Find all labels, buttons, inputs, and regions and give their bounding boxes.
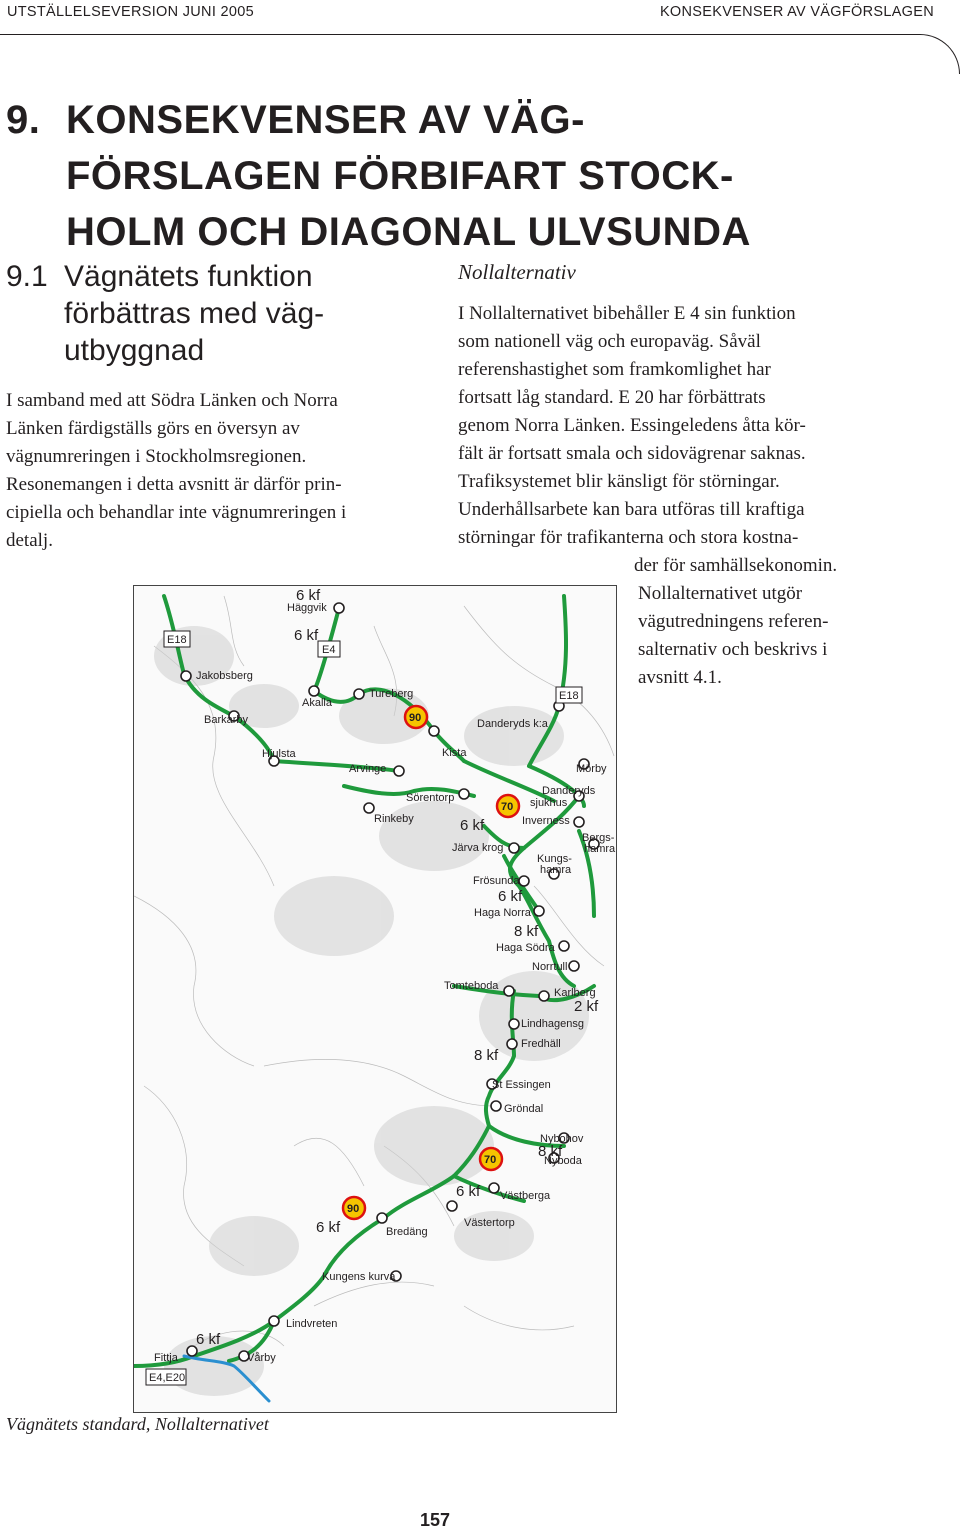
label-kungens-kurva: Kungens kurva — [322, 1271, 396, 1283]
junction-norrtull — [569, 961, 579, 971]
speed-sign-70-top-text: 70 — [501, 801, 514, 813]
intro-line: vägnumreringen i Stockholmsregionen. — [6, 446, 307, 467]
road-network-map — [133, 585, 617, 1413]
label-arvinge: Arvinge — [349, 763, 387, 775]
label-danderyds-sjukhus-1: Danderyds — [542, 785, 596, 797]
body-line: Underhållsarbete kan bara utföras till kraftiga — [458, 499, 805, 520]
label-kf8-haga: 8 kf — [514, 923, 539, 940]
section-title — [6, 258, 324, 369]
section-title-line-3: utbyggnad — [64, 334, 205, 367]
body-line: Nollalternativet utgör — [638, 583, 803, 604]
junction-vastertorp — [447, 1201, 457, 1211]
chapter-title-line-2: FÖRSLAGEN FÖRBIFART STOCK- — [66, 154, 734, 198]
body-line: avsnitt 4.1. — [638, 667, 722, 688]
section-title-line-1: Vägnätets funktion — [64, 260, 313, 293]
label-barkarby: Barkarby — [204, 714, 249, 726]
section-title-line-2: förbättras med väg- — [64, 297, 325, 330]
junction-fredhall — [507, 1039, 517, 1049]
label-kf6-fittja: 6 kf — [196, 1331, 221, 1348]
header-rule-corner — [908, 34, 960, 74]
junction-jarva-krog — [509, 843, 519, 853]
label-bredang: Bredäng — [386, 1226, 428, 1238]
body-line: som nationell väg och europaväg. Såväl — [458, 331, 761, 352]
label-kf6-e4: 6 kf — [294, 627, 319, 644]
label-bergshamra-2: hamra — [584, 843, 616, 855]
junction-haga-sodra — [559, 941, 569, 951]
map-svg — [134, 586, 616, 1412]
label-inverness: Inverness — [522, 815, 570, 827]
label-akalla: Akalla — [302, 697, 332, 709]
label-lindhagensg: Lindhagensg — [521, 1018, 585, 1030]
label-kungshamra-1: Kungs- — [537, 853, 572, 865]
label-kf6-top: 6 kf — [296, 587, 321, 604]
junction-sorentorp — [459, 789, 469, 799]
header-rule — [0, 34, 910, 35]
speed-sign-70-bottom-text: 70 — [484, 1154, 497, 1166]
label-karlberg: Karlberg — [554, 987, 596, 999]
chapter-number: 9. — [6, 98, 41, 142]
junction-karlberg — [539, 991, 549, 1001]
label-frosunda: Frösunda — [473, 875, 520, 887]
label-vastertorp: Västertorp — [464, 1217, 515, 1229]
body-line: störningar för trafikanterna och stora kostna- — [458, 527, 799, 548]
intro-paragraph — [6, 387, 426, 555]
intro-line: cipiella och behandlar inte vägnumreringen i — [6, 502, 347, 523]
label-kf6-jarva: 6 kf — [460, 817, 485, 834]
shield-e4-text: E4 — [322, 644, 336, 656]
junction-akalla — [309, 686, 319, 696]
label-vastberga: Västberga — [500, 1190, 551, 1202]
chapter-title-line-3: HOLM OCH DIAGONAL ULVSUNDA — [66, 210, 751, 254]
label-kf2: 2 kf — [574, 998, 599, 1015]
label-hjulsta: Hjulsta — [262, 748, 296, 760]
running-header-right: KONSEKVENSER AV VÄGFÖRSLAGEN — [659, 4, 934, 20]
body-line: fortsatt låg standard. E 20 har förbättrats — [458, 387, 766, 408]
junction-rinkeby — [364, 803, 374, 813]
body-line: der för samhällsekonomin. — [634, 555, 838, 576]
body-line: salternativ och beskrivs i — [638, 639, 828, 660]
speed-sign-90-top-text: 90 — [409, 712, 422, 724]
label-norrtull: Norrtull — [532, 961, 568, 973]
body-line: fält är fortsatt smala och sidovägrenar saknas. — [458, 443, 806, 464]
map-caption: Vägnätets standard, Nollalternativet — [6, 1414, 269, 1434]
running-header-left: UTSTÄLLELSEVERSION JUNI 2005 — [7, 4, 254, 20]
label-kf6-vastberga: 6 kf — [456, 1183, 481, 1200]
junction-frosunda — [519, 876, 529, 886]
shield-e18-right-text: E18 — [559, 690, 579, 702]
junction-vastberga — [489, 1183, 499, 1193]
label-haggvik: Häggvik — [287, 602, 327, 614]
label-kf8-fredhall: 8 kf — [474, 1047, 499, 1064]
intro-line: Resonemangen i detta avsnitt är därför prin- — [6, 474, 342, 495]
junction-tureberg — [354, 689, 364, 699]
intro-line: I samband med att Södra Länken och Norra — [6, 390, 338, 411]
junction-jakobsberg — [181, 671, 191, 681]
junction-haggvik — [334, 603, 344, 613]
junction-lindhagensg — [509, 1019, 519, 1029]
chapter-title — [6, 92, 751, 260]
label-haga-sodra: Haga Södra — [496, 942, 555, 954]
label-jakobsberg: Jakobsberg — [196, 670, 253, 682]
label-kf6-bredang: 6 kf — [316, 1219, 341, 1236]
label-kungshamra-2: hamra — [540, 864, 572, 876]
label-bergshamra-1: Bergs- — [582, 832, 615, 844]
junction-bredang — [377, 1213, 387, 1223]
label-kf8-nyboda: 8 kf — [538, 1143, 563, 1160]
label-danderyds-kka: Danderyds k:a — [477, 718, 548, 730]
label-nybohov: Nybohov — [540, 1133, 584, 1145]
label-jarva-krog: Järva krog — [452, 842, 504, 854]
junction-arvinge — [394, 766, 404, 776]
label-sorentorp: Sörentorp — [406, 792, 455, 804]
body-line: genom Norra Länken. Essingeledens åtta kör- — [458, 415, 806, 436]
label-rinkeby: Rinkeby — [374, 813, 414, 825]
junction-haga-norra — [534, 906, 544, 916]
label-danderyds-sjukhus-2: sjukhus — [530, 797, 568, 809]
intro-line: Länken färdigställs görs en översyn av — [6, 418, 300, 439]
label-haga-norra: Haga Norra — [474, 907, 531, 919]
page-number: 157 — [420, 1510, 451, 1530]
junction-lindvreten — [269, 1316, 279, 1326]
label-tureberg: Tureberg — [369, 688, 414, 700]
body-line: vägutredningens referen- — [638, 611, 829, 632]
junction-inverness — [574, 817, 584, 827]
label-morby: Mörby — [576, 763, 607, 775]
label-lindvreten: Lindvreten — [286, 1318, 338, 1330]
intro-line: detalj. — [6, 530, 53, 551]
shield-e18-left-text: E18 — [167, 634, 187, 646]
label-fittja: Fittja — [154, 1352, 178, 1364]
label-fredhall: Fredhäll — [521, 1038, 561, 1050]
shield-e4e20-text: E4,E20 — [149, 1372, 186, 1384]
label-kista: Kista — [442, 747, 467, 759]
junction-kista — [429, 726, 439, 736]
label-tomteboda: Tomteboda — [444, 980, 499, 992]
body-line: I Nollalternativet bibehåller E 4 sin funktion — [458, 303, 796, 324]
body-line: Trafiksystemet blir känsligt för störningar. — [458, 471, 780, 492]
nollalternativ-heading: Nollalternativ — [458, 260, 576, 284]
label-kf6-haga: 6 kf — [498, 888, 523, 905]
junction-tomteboda — [504, 986, 514, 996]
junction-grondal — [491, 1101, 501, 1111]
chapter-title-line-1: KONSEKVENSER AV VÄG- — [66, 98, 585, 142]
label-st-essingen: St Essingen — [492, 1079, 551, 1091]
label-nyboda: Nyboda — [544, 1155, 582, 1167]
speed-sign-90-bottom-text: 90 — [347, 1203, 360, 1215]
label-grondal: Gröndal — [504, 1103, 544, 1115]
body-line: referenshastighet som framkomlighet har — [458, 359, 771, 380]
label-varby: Vårby — [247, 1352, 276, 1364]
section-number: 9.1 — [6, 260, 48, 293]
